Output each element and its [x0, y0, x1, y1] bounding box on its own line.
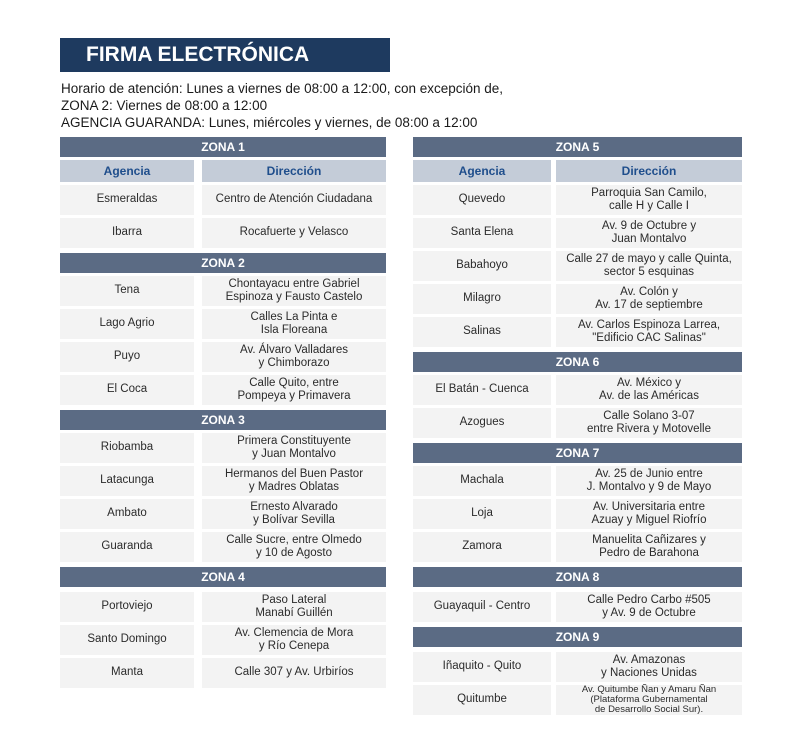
direccion-cell	[556, 317, 742, 347]
direccion-line: Parroquia San Camilo,	[591, 186, 707, 199]
table-row	[413, 499, 742, 529]
table-row	[413, 532, 742, 562]
direccion-cell	[556, 685, 742, 715]
direccion-line: Av. Clemencia de Mora	[234, 626, 354, 639]
direccion-line: Manuelita Cañizares y	[592, 533, 706, 546]
table-row	[413, 284, 742, 314]
schedule-line: ZONA 2: Viernes de 08:00 a 12:00	[61, 98, 268, 113]
table-row	[413, 218, 742, 248]
direccion-line: Centro de Atención Ciudadana	[215, 193, 373, 206]
direccion-line: y Bolívar Sevilla	[253, 514, 335, 526]
agencia-column-header: Agencia	[60, 160, 194, 182]
direccion-cell	[202, 433, 386, 463]
direccion-column-header: Dirección	[556, 160, 742, 182]
agencia-cell: Zamora	[413, 532, 551, 562]
agencia-cell: Santa Elena	[413, 218, 551, 248]
direccion-cell	[202, 532, 386, 562]
agencia-cell: Ambato	[60, 499, 194, 529]
direccion-line: Av. Amazonas	[612, 653, 686, 666]
direccion-line: (Plataforma Gubernamental	[590, 694, 708, 705]
agencia-cell: Loja	[413, 499, 551, 529]
direccion-cell	[556, 499, 742, 529]
agencia-cell: Lago Agrio	[60, 309, 194, 339]
table-row	[413, 317, 742, 347]
direccion-line: Av. Quitumbe Ñan y Amaru Ñan	[581, 684, 717, 695]
table-header-row	[60, 160, 386, 182]
zone-header: ZONA 7	[413, 443, 742, 463]
agencia-cell: Guayaquil - Centro	[413, 592, 551, 622]
page-title: FIRMA ELECTRÓNICA	[60, 38, 390, 72]
agencia-cell: Azogues	[413, 408, 551, 438]
agencia-cell: Esmeraldas	[60, 185, 194, 215]
direccion-line: Manabí Guillén	[255, 607, 333, 619]
direccion-line: y Río Cenepa	[258, 640, 330, 652]
direccion-cell	[202, 658, 386, 688]
direccion-cell	[556, 652, 742, 682]
table-row	[60, 375, 386, 405]
table-row	[413, 652, 742, 682]
direccion-line: Pedro de Barahona	[599, 547, 699, 559]
direccion-cell	[556, 284, 742, 314]
direccion-line: calle H y Calle I	[609, 200, 689, 212]
direccion-line: y Madres Oblatas	[248, 481, 340, 493]
direccion-line: entre Rivera y Motovelle	[587, 423, 711, 435]
direccion-line: y 10 de Agosto	[255, 547, 333, 559]
zone-header: ZONA 8	[413, 567, 742, 587]
zone-header: ZONA 6	[413, 352, 742, 372]
zone-header: ZONA 5	[413, 137, 742, 157]
direccion-cell	[556, 218, 742, 248]
agencia-cell: Santo Domingo	[60, 625, 194, 655]
direccion-line: Av. 17 de septiembre	[595, 299, 703, 311]
schedule-line: Horario de atención: Lunes a viernes de 08:00 a 12:00, con excepción de,	[61, 81, 504, 96]
direccion-line: y Av. 9 de Octubre	[602, 607, 696, 619]
direccion-line: Hermanos del Buen Pastor	[224, 467, 364, 480]
direccion-line: J. Montalvo y 9 de Mayo	[586, 481, 712, 493]
table-row	[60, 309, 386, 339]
direccion-line: Isla Floreana	[260, 324, 328, 336]
direccion-line: Calle Solano 3-07	[603, 409, 695, 422]
direccion-cell	[202, 466, 386, 496]
table-row	[60, 218, 386, 248]
agencia-cell: Tena	[60, 276, 194, 306]
direccion-cell	[202, 276, 386, 306]
zone-header: ZONA 9	[413, 627, 742, 647]
direccion-line: y Chimborazo	[258, 357, 330, 369]
table-row	[60, 625, 386, 655]
direccion-line: Ernesto Alvarado	[250, 500, 338, 513]
direccion-line: y Naciones Unidas	[601, 667, 697, 679]
schedule-line: AGENCIA GUARANDA: Lunes, miércoles y viernes, de 08:00 a 12:00	[61, 115, 478, 130]
schedule-notice	[61, 80, 503, 131]
table-row	[60, 276, 386, 306]
direccion-line: Juan Montalvo	[611, 233, 687, 245]
direccion-cell	[556, 375, 742, 405]
direccion-cell	[556, 408, 742, 438]
direccion-line: Calle 307 y Av. Urbiríos	[234, 666, 354, 679]
direccion-line: Calles La Pinta e	[250, 310, 338, 323]
agencia-cell: Salinas	[413, 317, 551, 347]
table-row	[60, 433, 386, 463]
direccion-cell	[202, 309, 386, 339]
direccion-line: Av. Colón y	[620, 285, 678, 298]
direccion-line: Espinoza y Fausto Castelo	[225, 291, 363, 303]
table-row	[60, 532, 386, 562]
table-row	[413, 592, 742, 622]
agencia-cell: Quevedo	[413, 185, 551, 215]
direccion-line: Av. Álvaro Valladares	[239, 343, 349, 356]
agencia-cell: El Coca	[60, 375, 194, 405]
direccion-line: y Juan Montalvo	[252, 448, 336, 460]
agencia-cell: Portoviejo	[60, 592, 194, 622]
direccion-cell	[556, 592, 742, 622]
zone-header: ZONA 4	[60, 567, 386, 587]
agencia-cell: Iñaquito - Quito	[413, 652, 551, 682]
direccion-line: Av. Universitaria entre	[592, 500, 706, 513]
table-row	[60, 342, 386, 372]
direccion-line: Primera Constituyente	[237, 434, 351, 447]
agencia-cell: Machala	[413, 466, 551, 496]
direccion-line: Av. 9 de Octubre y	[601, 219, 697, 232]
direccion-line: Calle Pedro Carbo #505	[587, 593, 711, 606]
agencia-column-header: Agencia	[413, 160, 551, 182]
agencia-cell: Quitumbe	[413, 685, 551, 715]
table-row	[413, 685, 742, 715]
direccion-cell	[556, 532, 742, 562]
left-column	[60, 137, 386, 688]
table-row	[60, 185, 386, 215]
agencia-cell: Ibarra	[60, 218, 194, 248]
direccion-cell	[202, 499, 386, 529]
table-row	[413, 185, 742, 215]
direccion-line: Av. de las Américas	[599, 390, 699, 402]
direccion-cell	[202, 592, 386, 622]
direccion-line: de Desarrollo Social Sur).	[594, 704, 704, 715]
direccion-line: Chontayacu entre Gabriel	[228, 277, 360, 290]
table-row	[60, 592, 386, 622]
table-row	[413, 408, 742, 438]
direccion-line: "Edificio CAC Salinas"	[592, 332, 706, 344]
agencia-cell: Milagro	[413, 284, 551, 314]
agencia-cell: Latacunga	[60, 466, 194, 496]
direccion-line: Rocafuerte y Velasco	[239, 226, 349, 239]
direccion-cell	[202, 185, 386, 215]
table-row	[60, 499, 386, 529]
direccion-cell	[202, 375, 386, 405]
agencia-cell: Riobamba	[60, 433, 194, 463]
direccion-line: sector 5 esquinas	[603, 266, 695, 278]
agencia-cell: Babahoyo	[413, 251, 551, 281]
direccion-line: Calle Sucre, entre Olmedo	[226, 533, 362, 546]
direccion-cell	[556, 251, 742, 281]
direccion-cell	[202, 625, 386, 655]
agencia-cell: El Batán - Cuenca	[413, 375, 551, 405]
direccion-cell	[556, 185, 742, 215]
agencia-cell: Puyo	[60, 342, 194, 372]
table-row	[413, 375, 742, 405]
direccion-line: Pompeya y Primavera	[237, 390, 351, 402]
direccion-cell	[202, 218, 386, 248]
table-header-row	[413, 160, 742, 182]
zone-header: ZONA 2	[60, 253, 386, 273]
agencia-cell: Guaranda	[60, 532, 194, 562]
direccion-line: Av. 25 de Junio entre	[595, 467, 703, 480]
direccion-line: Av. Carlos Espinoza Larrea,	[577, 318, 721, 331]
agencia-cell: Manta	[60, 658, 194, 688]
right-column	[413, 137, 742, 715]
direccion-line: Calle 27 de mayo y calle Quinta,	[566, 252, 732, 265]
table-row	[60, 658, 386, 688]
direccion-cell	[556, 466, 742, 496]
table-row	[60, 466, 386, 496]
direccion-cell	[202, 342, 386, 372]
direccion-line: Paso Lateral	[261, 593, 327, 606]
direccion-column-header: Dirección	[202, 160, 386, 182]
direccion-line: Av. México y	[616, 376, 682, 389]
direccion-line: Azuay y Miguel Riofrío	[591, 514, 707, 526]
zone-header: ZONA 1	[60, 137, 386, 157]
table-row	[413, 251, 742, 281]
zone-header: ZONA 3	[60, 410, 386, 430]
direccion-line: Calle Quito, entre	[249, 376, 339, 389]
table-row	[413, 466, 742, 496]
